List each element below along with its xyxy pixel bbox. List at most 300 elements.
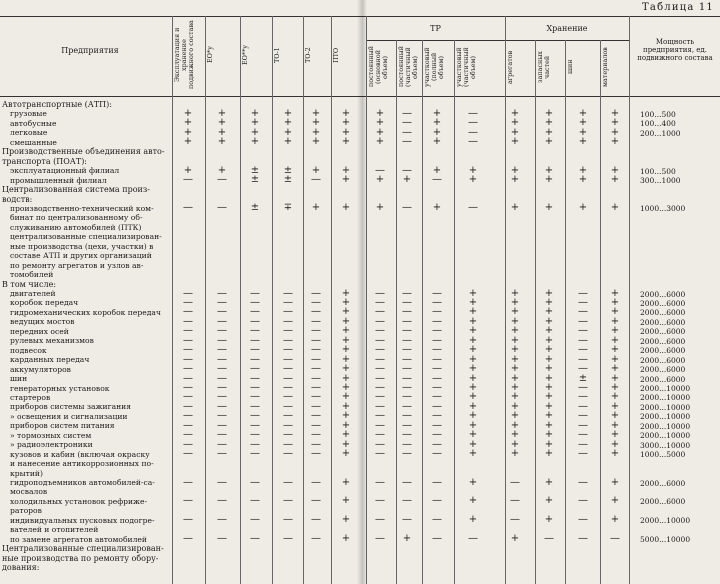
row-label: раторов <box>10 506 42 516</box>
table-cell: + <box>341 476 351 488</box>
table-cell: + <box>544 325 554 337</box>
table-cell: + <box>375 107 385 119</box>
table-cell: — <box>402 107 412 119</box>
table-cell: + <box>341 400 351 412</box>
column-divider <box>396 40 397 584</box>
table-cell: + <box>341 164 351 176</box>
table-cell: + <box>311 126 321 138</box>
table-cell: — <box>544 533 554 545</box>
table-cell: + <box>311 164 321 176</box>
table-cell: — <box>183 174 193 186</box>
table-cell: — <box>578 391 588 403</box>
table-cell: + <box>402 533 412 545</box>
table-cell: — <box>311 419 321 431</box>
table-cell: — <box>183 334 193 346</box>
table-cell: — <box>250 514 260 526</box>
table-cell: — <box>250 438 260 450</box>
table-cell: ± <box>283 174 293 186</box>
table-cell: — <box>402 429 412 441</box>
table-cell: + <box>610 202 620 214</box>
table-cell: + <box>610 410 620 422</box>
table-cell: + <box>217 117 227 129</box>
table-cell: + <box>468 334 478 346</box>
table-cell: — <box>402 344 412 356</box>
table-cell: + <box>183 164 193 176</box>
tr-group-header: ТР <box>430 24 441 33</box>
capacity-value: 2000...10000 <box>640 384 691 393</box>
table-cell: + <box>510 363 520 375</box>
table-cell: — <box>402 353 412 365</box>
table-cell: — <box>183 372 193 384</box>
table-cell: — <box>250 410 260 422</box>
table-cell: + <box>544 306 554 318</box>
table-cell: — <box>183 448 193 460</box>
table-cell: — <box>283 363 293 375</box>
table-cell: + <box>544 476 554 488</box>
table-cell: — <box>375 164 385 176</box>
column-header: Эксплуатация и хранение подвижного состава <box>173 20 195 90</box>
table-cell: — <box>217 410 227 422</box>
row-label: приборов системы зажигания <box>10 402 132 412</box>
row-label: централизованные специализирован- <box>10 232 162 242</box>
table-cell: ± <box>578 372 588 384</box>
table-cell: + <box>468 174 478 186</box>
table-cell: — <box>432 353 442 365</box>
row-label: стартеров <box>10 392 51 402</box>
capacity-value: 2000...6000 <box>640 365 686 375</box>
table-cell: — <box>183 495 193 507</box>
table-cell: — <box>217 174 227 186</box>
table-cell: + <box>183 117 193 129</box>
table-cell: + <box>544 202 554 214</box>
column-header: агрегатов <box>506 50 514 84</box>
table-cell: + <box>510 353 520 365</box>
table-cell: + <box>311 136 321 148</box>
section-heading: Автотранспортные (АТП): <box>2 100 112 109</box>
section-heading: ные производства по ремонту обору- <box>2 553 159 563</box>
group-rule-tr <box>366 40 505 41</box>
table-cell: — <box>217 296 227 308</box>
table-cell: — <box>183 533 193 545</box>
row-label: коробок передач <box>10 298 79 308</box>
table-cell: — <box>283 476 293 488</box>
table-cell: — <box>283 429 293 441</box>
table-cell: + <box>544 296 554 308</box>
table-cell: — <box>432 325 442 337</box>
table-cell: — <box>432 495 442 507</box>
column-header: запасных частей <box>536 51 551 83</box>
table-cell: — <box>217 438 227 450</box>
column-divider <box>629 16 630 584</box>
table-cell: — <box>217 429 227 441</box>
table-cell: — <box>375 325 385 337</box>
table-cell: — <box>311 174 321 186</box>
table-cell: + <box>610 400 620 412</box>
capacity-value: 5000...10000 <box>640 535 691 545</box>
table-cell: + <box>217 126 227 138</box>
table-cell: — <box>432 174 442 186</box>
table-cell: — <box>311 334 321 346</box>
table-cell: — <box>375 391 385 403</box>
table-cell: — <box>217 334 227 346</box>
row-label: ведущих мостов <box>10 317 75 327</box>
capacity-value: 2000...6000 <box>640 289 686 299</box>
row-label: шин <box>10 374 28 384</box>
table-cell: + <box>510 174 520 186</box>
table-cell: — <box>432 334 442 346</box>
table-cell: + <box>341 174 351 186</box>
table-cell: + <box>578 107 588 119</box>
table-cell: — <box>375 514 385 526</box>
table-cell: + <box>250 107 260 119</box>
row-label: двигателей <box>10 289 56 298</box>
capacity-value: 1000...5000 <box>640 450 686 460</box>
table-cell: + <box>544 287 554 299</box>
table-cell: + <box>610 315 620 327</box>
column-divider <box>454 40 455 584</box>
table-cell: — <box>283 448 293 460</box>
table-cell: — <box>217 400 227 412</box>
table-cell: ± <box>250 202 260 214</box>
capacity-value: 2000...6000 <box>640 327 686 337</box>
table-cell: + <box>610 429 620 441</box>
table-cell: — <box>311 429 321 441</box>
table-cell: — <box>432 438 442 450</box>
table-cell: + <box>341 306 351 318</box>
table-cell: + <box>544 117 554 129</box>
table-cell: — <box>250 419 260 431</box>
table-cell: + <box>341 334 351 346</box>
table-cell: — <box>432 400 442 412</box>
table-cell: + <box>578 202 588 214</box>
row-label: служиванию автомобилей (ПТК) <box>10 222 142 232</box>
table-cell: + <box>375 117 385 129</box>
table-cell: ± <box>250 164 260 176</box>
table-cell: — <box>311 306 321 318</box>
section-heading: В том числе: <box>2 279 57 289</box>
column-divider <box>422 40 423 584</box>
table-cell: — <box>578 363 588 375</box>
table-cell: + <box>468 391 478 403</box>
table-cell: + <box>610 495 620 507</box>
table-cell: + <box>578 164 588 176</box>
table-cell: + <box>610 174 620 186</box>
table-cell: + <box>578 174 588 186</box>
table-cell: + <box>610 306 620 318</box>
row-label: ные производства (цехи, участки) в <box>10 241 154 251</box>
table-cell: + <box>510 391 520 403</box>
table-cell: — <box>217 514 227 526</box>
table-cell: — <box>402 287 412 299</box>
table-cell: — <box>311 391 321 403</box>
table-cell: + <box>468 429 478 441</box>
table-cell: + <box>510 419 520 431</box>
table-cell: + <box>468 448 478 460</box>
group-rule-storage <box>505 40 629 41</box>
table-cell: — <box>402 164 412 176</box>
table-cell: + <box>468 372 478 384</box>
table-cell: — <box>283 287 293 299</box>
table-cell: — <box>311 438 321 450</box>
table-cell: + <box>510 126 520 138</box>
table-cell: — <box>402 514 412 526</box>
table-cell: + <box>610 334 620 346</box>
table-cell: — <box>578 448 588 460</box>
row-label: индивидуальных пусковых подогре- <box>10 515 155 525</box>
capacity-value: 2000...6000 <box>640 478 686 488</box>
column-header: постоянный (частичный объем) <box>397 46 419 88</box>
table-cell: — <box>250 306 260 318</box>
table-cell: — <box>217 202 227 214</box>
table-cell: + <box>578 136 588 148</box>
table-cell: + <box>341 202 351 214</box>
section-heading: дования: <box>2 563 40 573</box>
table-cell: — <box>402 372 412 384</box>
table-cell: + <box>510 429 520 441</box>
table-cell: + <box>468 325 478 337</box>
table-cell: + <box>544 372 554 384</box>
table-cell: — <box>432 514 442 526</box>
table-cell: — <box>217 363 227 375</box>
capacity-value: 2000...6000 <box>640 355 686 365</box>
table-cell: + <box>610 344 620 356</box>
table-cell: — <box>402 334 412 346</box>
table-cell: — <box>283 306 293 318</box>
table-cell: — <box>311 514 321 526</box>
table-cell: — <box>432 344 442 356</box>
table-cell: — <box>375 296 385 308</box>
table-cell: + <box>341 495 351 507</box>
table-cell: + <box>544 429 554 441</box>
table-cell: — <box>402 419 412 431</box>
row-label: по замене агрегатов автомобилей <box>10 534 147 544</box>
table-cell: — <box>311 476 321 488</box>
capacity-value: 2000...6000 <box>640 497 686 507</box>
table-cell: — <box>217 287 227 299</box>
row-label: грузовые <box>10 109 47 119</box>
table-cell: + <box>610 448 620 460</box>
table-cell: + <box>402 174 412 186</box>
row-label: мосвалов <box>10 487 48 497</box>
column-header: ТО-2 <box>304 47 312 63</box>
capacity-value: 200...1000 <box>640 128 681 138</box>
table-cell: — <box>432 287 442 299</box>
table-cell: + <box>510 107 520 119</box>
table-cell: + <box>341 533 351 545</box>
capacity-value: 2000...10000 <box>640 516 691 526</box>
table-cell: + <box>610 353 620 365</box>
table-cell: — <box>217 533 227 545</box>
table-cell: — <box>250 296 260 308</box>
table-cell: + <box>578 126 588 138</box>
row-label: бинат по централизованному об- <box>10 213 143 223</box>
row-label: карданных передач <box>10 355 90 365</box>
table-cell: + <box>341 344 351 356</box>
table-cell: — <box>250 315 260 327</box>
table-cell: + <box>468 363 478 375</box>
table-cell: — <box>375 438 385 450</box>
table-cell: + <box>510 325 520 337</box>
table-cell: — <box>283 391 293 403</box>
column-divider <box>565 40 566 584</box>
table-cell: — <box>311 382 321 393</box>
table-cell: — <box>217 353 227 365</box>
table-cell: + <box>468 344 478 356</box>
table-cell: — <box>468 136 478 148</box>
table-cell: — <box>217 325 227 337</box>
table-cell: + <box>510 438 520 450</box>
table-cell: — <box>183 296 193 308</box>
table-cell: — <box>283 334 293 346</box>
table-cell: — <box>183 382 193 393</box>
table-cell: — <box>432 363 442 375</box>
table-cell: — <box>283 533 293 545</box>
column-divider <box>505 16 506 584</box>
table-cell: + <box>341 107 351 119</box>
row-label: томобилей <box>10 270 54 280</box>
table-cell: + <box>341 296 351 308</box>
table-cell: + <box>341 315 351 327</box>
table-cell: + <box>544 514 554 526</box>
enterprise-header: Предприятия <box>61 46 119 55</box>
column-divider <box>303 16 304 584</box>
table-cell: — <box>250 325 260 337</box>
table-cell: — <box>183 419 193 431</box>
table-cell: — <box>468 126 478 138</box>
table-cell: — <box>402 391 412 403</box>
table-cell: + <box>610 325 620 337</box>
table-cell: — <box>402 410 412 422</box>
table-cell: — <box>402 495 412 507</box>
table-cell: — <box>283 495 293 507</box>
table-cell: — <box>468 107 478 119</box>
table-cell: + <box>468 400 478 412</box>
table-cell: + <box>432 117 442 129</box>
table-cell: + <box>250 117 260 129</box>
table-cell: — <box>217 372 227 384</box>
table-cell: — <box>183 438 193 450</box>
column-header: шин <box>566 59 574 75</box>
row-label: эксплуатационный филиал <box>10 166 120 176</box>
table-cell: — <box>217 391 227 403</box>
table-cell: — <box>250 429 260 441</box>
table-cell: + <box>544 400 554 412</box>
table-cell: + <box>510 448 520 460</box>
table-cell: — <box>250 391 260 403</box>
table-cell: — <box>311 400 321 412</box>
table-cell: — <box>183 344 193 356</box>
table-cell: + <box>610 296 620 308</box>
table-cell: + <box>544 107 554 119</box>
column-divider <box>535 40 536 584</box>
table-cell: + <box>578 117 588 129</box>
row-label: гидроподъемников автомобилей-са- <box>10 478 155 487</box>
table-cell: — <box>183 429 193 441</box>
table-cell: + <box>341 325 351 337</box>
row-label: смешанные <box>10 137 57 147</box>
table-cell: — <box>311 533 321 545</box>
capacity-value: 2000...10000 <box>640 431 691 441</box>
table-cell: — <box>578 438 588 450</box>
capacity-value: 100...400 <box>640 119 676 129</box>
table-cell: — <box>375 372 385 384</box>
capacity-value: 2000...10000 <box>640 393 691 403</box>
table-cell: — <box>578 306 588 318</box>
table-cell: — <box>432 391 442 403</box>
table-cell: + <box>544 136 554 148</box>
column-header: ПТО <box>332 47 340 63</box>
column-header: участковый (частичный объем) <box>455 47 477 87</box>
row-label: » тормозных систем <box>10 430 92 440</box>
table-cell: — <box>432 306 442 318</box>
section-heading: транспорта (ПОАТ): <box>2 156 88 166</box>
capacity-value: 2000...10000 <box>640 412 691 422</box>
table-cell: + <box>283 136 293 148</box>
table-cell: — <box>183 325 193 337</box>
table-cell: + <box>341 438 351 450</box>
table-cell: + <box>510 400 520 412</box>
capacity-value: 2000...10000 <box>640 402 691 412</box>
table-cell: — <box>311 287 321 299</box>
capacity-value: 2000...6000 <box>640 317 686 327</box>
section-heading: Производственные объединения авто- <box>2 147 165 157</box>
table-cell: — <box>375 429 385 441</box>
table-cell: + <box>544 353 554 365</box>
capacity-value: 1000...3000 <box>640 204 686 214</box>
table-cell: + <box>510 410 520 422</box>
table-cell: + <box>311 202 321 214</box>
table-cell: — <box>283 419 293 431</box>
table-cell: — <box>432 476 442 488</box>
table-cell: — <box>183 202 193 214</box>
table-cell: — <box>578 382 588 393</box>
table-cell: + <box>610 136 620 148</box>
table-cell: — <box>402 400 412 412</box>
table-cell: — <box>250 382 260 393</box>
table-cell: — <box>250 448 260 460</box>
table-cell: + <box>468 382 478 393</box>
table-cell: — <box>283 353 293 365</box>
table-cell: — <box>432 448 442 460</box>
table-cell: + <box>217 107 227 119</box>
table-cell: — <box>183 315 193 327</box>
column-header: участковый (полный объем) <box>423 47 445 87</box>
table-cell: + <box>468 514 478 526</box>
row-label: по ремонту агрегатов и узлов ав- <box>10 260 144 270</box>
table-cell: — <box>283 382 293 393</box>
table-cell: — <box>283 438 293 450</box>
table-cell: — <box>402 306 412 318</box>
table-cell: — <box>578 400 588 412</box>
table-cell: + <box>341 448 351 460</box>
table-number: Таблица 11 <box>642 2 714 13</box>
table-cell: — <box>311 410 321 422</box>
section-heading: Централизованная система произ- <box>2 185 150 195</box>
table-cell: + <box>544 495 554 507</box>
table-cell: + <box>341 126 351 138</box>
table-cell: + <box>510 287 520 299</box>
table-cell: + <box>432 126 442 138</box>
table-cell: — <box>432 419 442 431</box>
table-cell: + <box>375 174 385 186</box>
table-cell: — <box>402 202 412 214</box>
table-cell: — <box>311 448 321 460</box>
table-cell: + <box>183 126 193 138</box>
column-header: ЕО*у <box>206 46 214 64</box>
table-cell: + <box>610 164 620 176</box>
row-label: составе АТП и других организаций <box>10 251 152 261</box>
table-cell: + <box>544 363 554 375</box>
